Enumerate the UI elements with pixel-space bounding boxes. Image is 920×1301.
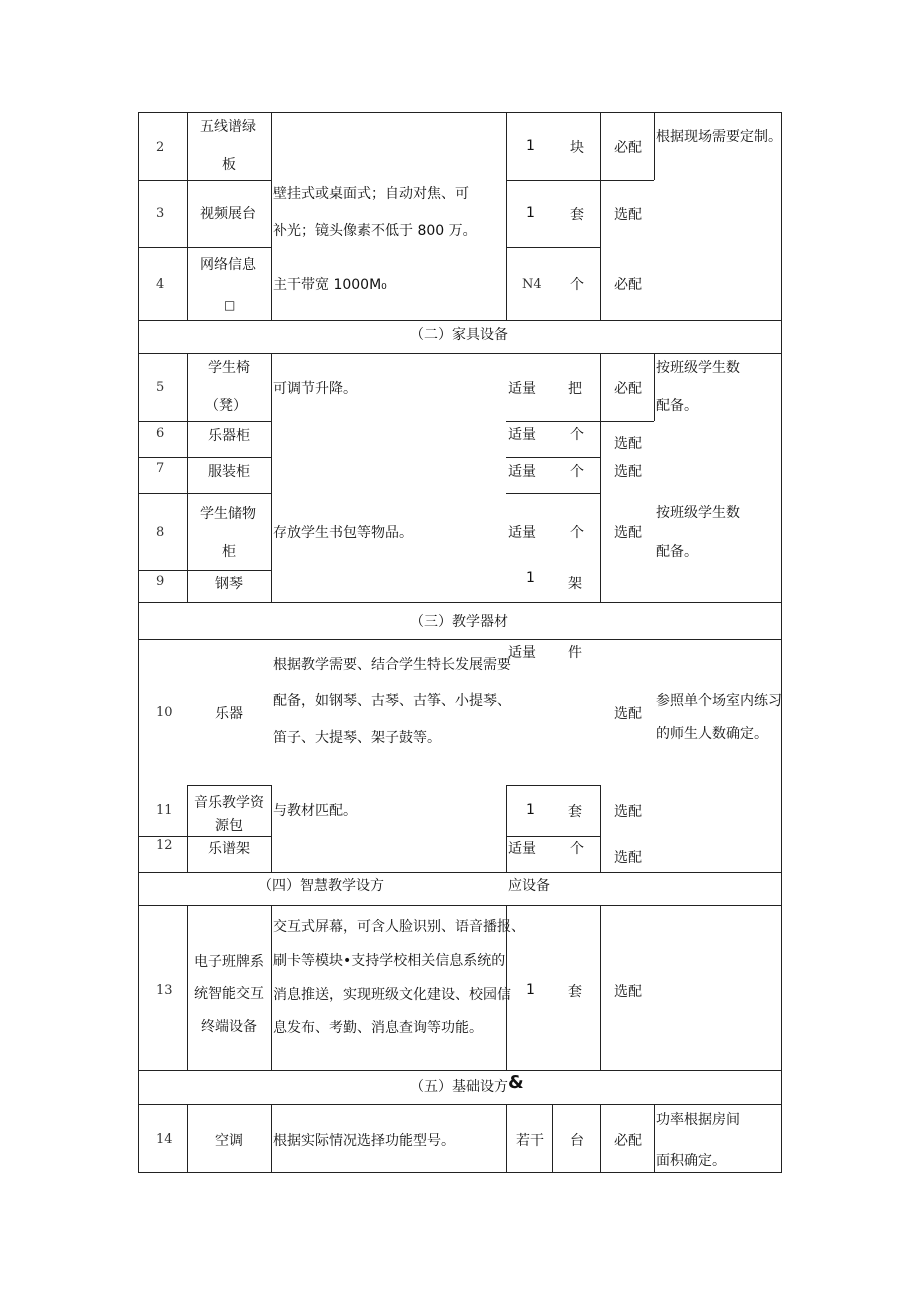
column-divider: [271, 353, 272, 602]
spec-text: 存放学生书包等物品。: [273, 525, 413, 541]
section-heading: （四）智慧教学设方: [258, 878, 384, 894]
quantity: 适量: [508, 427, 536, 443]
table-border-top: [138, 112, 782, 113]
spec-text: 息发布、考勤、消息查询等功能。: [273, 1020, 483, 1036]
item-name: 乐器: [215, 706, 243, 722]
config-type: 必配: [614, 140, 642, 156]
config-type: 选配: [614, 706, 642, 722]
row-number: 14: [156, 1132, 173, 1147]
column-divider: [271, 905, 272, 1070]
config-type: 选配: [614, 804, 642, 820]
column-divider: [600, 905, 601, 1070]
row-divider: [506, 247, 600, 248]
item-name: 学生储物: [200, 506, 256, 522]
row-divider: [187, 785, 271, 786]
item-name: 音乐教学资: [194, 795, 264, 811]
row-number: 13: [156, 983, 173, 998]
item-name: 视频展台: [200, 206, 256, 222]
remark: 按班级学生数: [656, 505, 740, 521]
column-divider: [600, 785, 601, 872]
spec-text: 刷卡等模块•支持学校相关信息系统的: [273, 953, 506, 969]
unit: 把: [568, 381, 582, 397]
quantity: 1: [526, 138, 535, 154]
remark: 面积确定。: [656, 1153, 726, 1169]
remark: 配备。: [656, 398, 698, 414]
unit: 套: [568, 984, 582, 1000]
item-name: 服装柜: [208, 464, 250, 480]
remark: 配备。: [656, 544, 698, 560]
unit: 个: [570, 525, 584, 541]
spec-text: 壁挂式或桌面式；自动对焦、可: [273, 186, 469, 202]
section-heading: （五）基础设方: [410, 1079, 508, 1095]
spec-text: 配备，如钢琴、古琴、古筝、小提琴、: [273, 693, 511, 709]
remark: 功率根据房间: [656, 1112, 740, 1128]
row-divider: [138, 639, 782, 640]
unit: 架: [568, 576, 582, 592]
row-number: 6: [156, 426, 165, 441]
quantity: 1: [526, 570, 535, 586]
column-divider: [187, 1104, 188, 1172]
table-border-right: [781, 112, 782, 1173]
section-heading-tail: 应设备: [508, 878, 550, 894]
row-divider: [138, 457, 271, 458]
quantity: 若干: [516, 1133, 544, 1149]
row-divider: [138, 180, 271, 181]
item-name: 电子班牌系: [194, 954, 264, 970]
item-name: 网络信息: [200, 257, 256, 273]
column-divider: [271, 1104, 272, 1172]
row-number: 8: [156, 525, 165, 540]
column-divider: [187, 112, 188, 320]
section-heading: （二）家具设备: [410, 327, 508, 343]
remark: 的师生人数确定。: [656, 726, 768, 742]
config-type: 必配: [614, 277, 642, 293]
row-number: 3: [156, 206, 165, 221]
row-divider: [138, 421, 271, 422]
table-border-bottom: [138, 1172, 782, 1173]
row-number: 9: [156, 574, 165, 589]
column-divider: [506, 1104, 507, 1172]
spec-text: 与教材匹配。: [273, 803, 357, 819]
column-divider: [654, 353, 655, 421]
row-divider: [506, 785, 600, 786]
row-number: 12: [156, 838, 173, 853]
unit: 个: [570, 841, 584, 857]
row-number: 7: [156, 461, 165, 476]
item-name: 五线谱绿: [200, 119, 256, 135]
spec-text: 消息推送，实现班级文化建设、校园信: [273, 987, 511, 1003]
column-divider: [271, 785, 272, 872]
config-type: 选配: [614, 525, 642, 541]
item-name: 乐器柜: [208, 428, 250, 444]
quantity: 适量: [508, 464, 536, 480]
item-name: 钢琴: [215, 576, 243, 592]
column-divider: [600, 1104, 601, 1172]
column-divider: [271, 112, 272, 320]
row-divider: [138, 905, 782, 906]
config-type: 选配: [614, 850, 642, 866]
unit: 件: [568, 645, 582, 661]
remark: 根据现场需要定制。: [656, 129, 782, 145]
spec-text: 主干带宽 1000M₀: [273, 277, 387, 293]
section-heading: （三）教学器材: [410, 614, 508, 630]
row-number: 11: [156, 803, 173, 818]
row-divider: [138, 570, 271, 571]
item-name: 统智能交互: [194, 986, 264, 1002]
column-divider: [600, 353, 601, 602]
item-name: 终端设备: [201, 1019, 257, 1035]
column-divider: [600, 112, 601, 320]
column-divider: [552, 1104, 553, 1172]
unit: 台: [570, 1133, 584, 1149]
column-divider: [187, 353, 188, 602]
unit: 个: [570, 464, 584, 480]
unit: 个: [570, 427, 584, 443]
unit: 个: [570, 277, 584, 293]
row-divider: [138, 1070, 782, 1071]
row-divider: [138, 1104, 782, 1105]
item-name: 板: [222, 157, 236, 173]
config-type: 选配: [614, 207, 642, 223]
spec-text: 根据实际情况选择功能型号。: [273, 1133, 455, 1149]
unit: 套: [570, 207, 584, 223]
config-type: 必配: [614, 381, 642, 397]
spec-text: 补光；镜头像素不低于 800 万。: [273, 223, 477, 239]
spec-text: 根据教学需要、结合学生特长发展需要: [273, 657, 511, 673]
row-divider: [138, 353, 782, 354]
row-number: 2: [156, 140, 165, 155]
quantity: 1: [526, 802, 535, 818]
spec-text: 交互式屏幕，可含人脸识别、语音播报、: [273, 919, 525, 935]
column-divider: [654, 112, 655, 180]
remark: 参照单个场室内练习: [656, 693, 782, 709]
column-divider: [506, 785, 507, 872]
item-name: 源包: [215, 818, 243, 834]
config-type: 必配: [614, 1133, 642, 1149]
unit: 套: [568, 804, 582, 820]
item-name: 柜: [222, 544, 236, 560]
remark: 按班级学生数: [656, 360, 740, 376]
quantity: 适量: [508, 645, 536, 661]
column-divider: [187, 785, 188, 872]
config-type: 选配: [614, 436, 642, 452]
row-divider: [506, 457, 600, 458]
spec-text: 笛子、大提琴、架子鼓等。: [273, 730, 441, 746]
quantity: 1: [526, 982, 535, 998]
spec-text: 可调节升降。: [273, 381, 357, 397]
row-divider: [506, 836, 600, 837]
item-name: 空调: [215, 1133, 243, 1149]
quantity: 适量: [508, 381, 536, 397]
row-divider: [138, 247, 271, 248]
row-number: 10: [156, 705, 173, 720]
row-divider: [506, 421, 654, 422]
row-divider: [138, 602, 782, 603]
row-number: 5: [156, 380, 165, 395]
item-name: 学生椅: [208, 360, 250, 376]
row-divider: [138, 493, 271, 494]
quantity: N4: [522, 277, 542, 292]
column-divider: [187, 905, 188, 1070]
section-heading-tail: &: [508, 1072, 524, 1093]
quantity: 适量: [508, 841, 536, 857]
quantity: 1: [526, 205, 535, 221]
item-name: 乐谱架: [208, 841, 250, 857]
row-divider: [506, 180, 654, 181]
row-divider: [506, 493, 600, 494]
quantity: 适量: [508, 525, 536, 541]
table-border-left: [138, 112, 139, 1173]
item-name: （凳）: [205, 398, 247, 414]
column-divider: [654, 1104, 655, 1172]
row-divider: [138, 872, 782, 873]
item-name: □: [224, 298, 236, 312]
config-type: 选配: [614, 984, 642, 1000]
unit: 块: [570, 140, 584, 156]
row-divider: [138, 320, 782, 321]
row-number: 4: [156, 277, 165, 292]
column-divider: [506, 112, 507, 320]
config-type: 选配: [614, 464, 642, 480]
